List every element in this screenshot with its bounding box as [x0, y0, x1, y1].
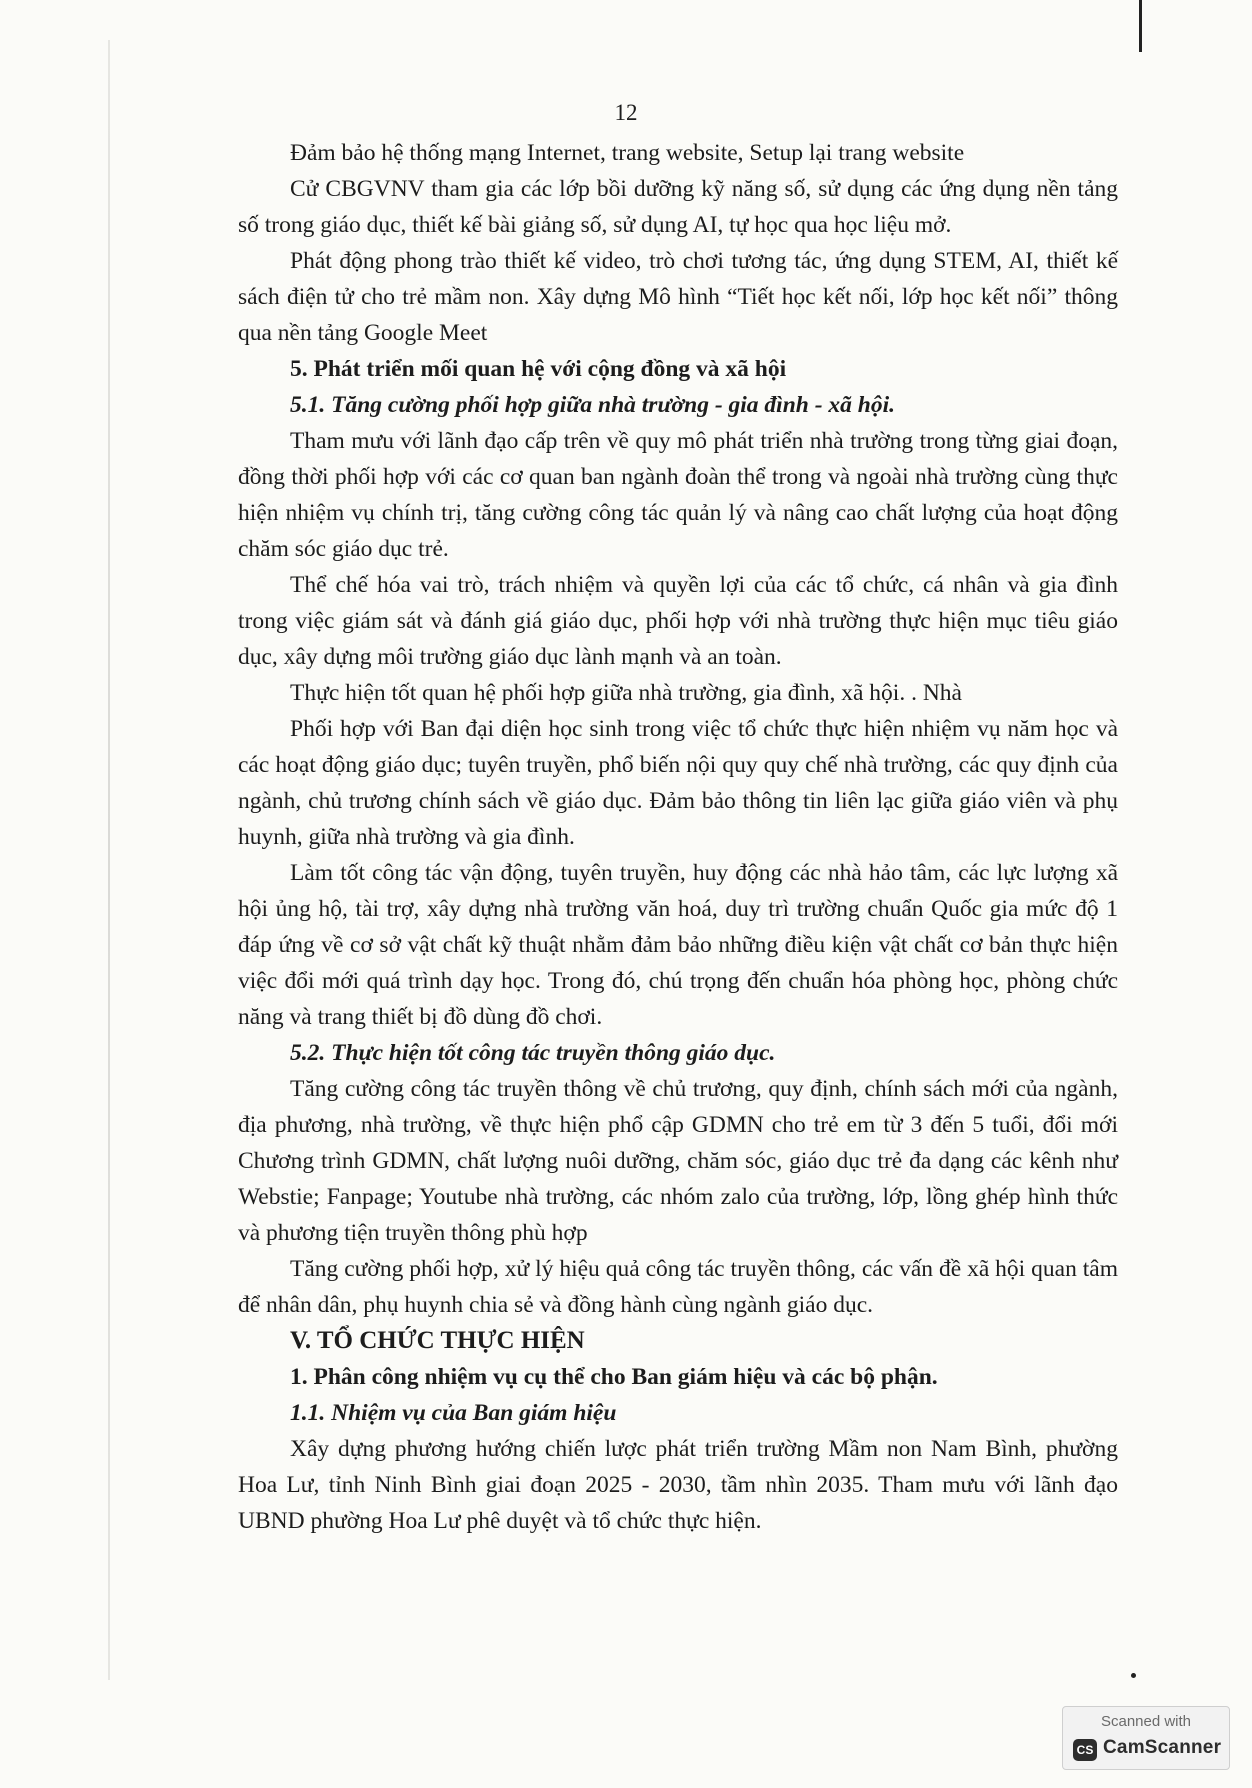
page-number: 12 [614, 100, 638, 125]
paragraph: Cử CBGVNV tham gia các lớp bồi dưỡng kỹ năng số, sử dụng các ứng dụng nền tảng số trong giáo dục, thiết kế bài giảng số, sử dụng AI, tự học qua học liệu mở. [238, 176, 1118, 238]
subsection-heading: 1.1. Nhiệm vụ của Ban giám hiệu [290, 1400, 617, 1426]
paragraph: Đảm bảo hệ thống mạng Internet, trang website, Setup lại trang website [290, 140, 965, 166]
paragraph: Thực hiện tốt quan hệ phối hợp giữa nhà trường, gia đình, xã hội. . Nhà [290, 680, 962, 706]
scan-dot [1131, 1673, 1136, 1678]
paragraph: Tham mưu với lãnh đạo cấp trên về quy mô phát triển nhà trường trong từng giai đoạn, đồng thời phối hợp với các cơ quan ban ngành đoàn thể trong và ngoài nhà trường cùng thực hiện nhiệm vụ chính trị, tăng cường công tác quản lý và nâng cao chất lượng của hoạt động chăm sóc giáo dục trẻ. [238, 428, 1118, 562]
subsection-heading: 5.2. Thực hiện tốt công tác truyền thông giáo dục. [290, 1040, 776, 1066]
camscanner-watermark [1062, 1706, 1230, 1770]
paragraph: Làm tốt công tác vận động, tuyên truyền, huy động các nhà hảo tâm, các lực lượng xã hội ủng hộ, tài trợ, xây dựng nhà trường văn hoá, duy trì trường chuẩn Quốc gia mức độ 1 đáp ứng về cơ sở vật chất kỹ thuật nhằm đảm bảo những điều kiện vật chất cơ bản thực hiện việc đổi mới quá trình dạy học. Trong đó, chú trọng đến chuẩn hóa phòng học, phòng chức năng và trang thiết bị đồ dùng đồ chơi. [238, 860, 1118, 1030]
document-body [238, 135, 1118, 1539]
scan-mark [1139, 0, 1142, 52]
section-heading: 1. Phân công nhiệm vụ cụ thể cho Ban giám hiệu và các bộ phận. [290, 1364, 938, 1390]
watermark-caption: Scanned with [1100, 1713, 1192, 1730]
camscanner-logo-icon: CS [1073, 1739, 1097, 1761]
paragraph: Phối hợp với Ban đại diện học sinh trong việc tổ chức thực hiện nhiệm vụ năm học và các hoạt động giáo dục; tuyên truyền, phổ biến nội quy quy chế nhà trường, các quy định của ngành, chủ trương chính sách về giáo dục. Đảm bảo thông tin liên lạc giữa giáo viên và phụ huynh, giữa nhà trường và gia đình. [238, 716, 1118, 850]
section-heading: 5. Phát triển mối quan hệ với cộng đồng và xã hội [290, 356, 787, 382]
paragraph: Phát động phong trào thiết kế video, trò chơi tương tác, ứng dụng STEM, AI, thiết kế sách điện tử cho trẻ mầm non. Xây dựng Mô hình “Tiết học kết nối, lớp học kết nối” thông qua nền tảng Google Meet [238, 248, 1118, 346]
paragraph: Thể chế hóa vai trò, trách nhiệm và quyền lợi của các tổ chức, cá nhân và gia đình trong việc giám sát và đánh giá giáo dục, phối hợp với nhà trường thực hiện mục tiêu giáo dục, xây dựng môi trường giáo dục lành mạnh và an toàn. [238, 572, 1118, 670]
watermark-brand: CamScanner [1103, 1737, 1222, 1758]
paragraph: Tăng cường công tác truyền thông về chủ trương, quy định, chính sách mới của ngành, địa phương, nhà trường, về thực hiện phổ cập GDMN cho trẻ em từ 3 đến 5 tuổi, đổi mới Chương trình GDMN, chất lượng nuôi dưỡng, chăm sóc, giáo dục trẻ đa dạng các kênh như Webstie; Fanpage; Youtube nhà trường, các nhóm zalo của trường, lớp, lồng ghép hình thức và phương tiện truyền thông phù hợp [238, 1076, 1118, 1246]
subsection-heading: 5.1. Tăng cường phối hợp giữa nhà trường - gia đình - xã hội. [290, 392, 896, 418]
chapter-heading: V. TỔ CHỨC THỰC HIỆN [290, 1327, 585, 1354]
paragraph: Tăng cường phối hợp, xử lý hiệu quả công tác truyền thông, các vấn đề xã hội quan tâm để nhân dân, phụ huynh chia sẻ và đồng hành cùng ngành giáo dục. [238, 1256, 1118, 1318]
paragraph: Xây dựng phương hướng chiến lược phát triển trường Mầm non Nam Bình, phường Hoa Lư, tỉnh Ninh Bình giai đoạn 2025 - 2030, tầm nhìn 2035. Tham mưu với lãnh đạo UBND phường Hoa Lư phê duyệt và tổ chức thực hiện. [238, 1436, 1118, 1534]
scan-edge-line [108, 40, 110, 1680]
